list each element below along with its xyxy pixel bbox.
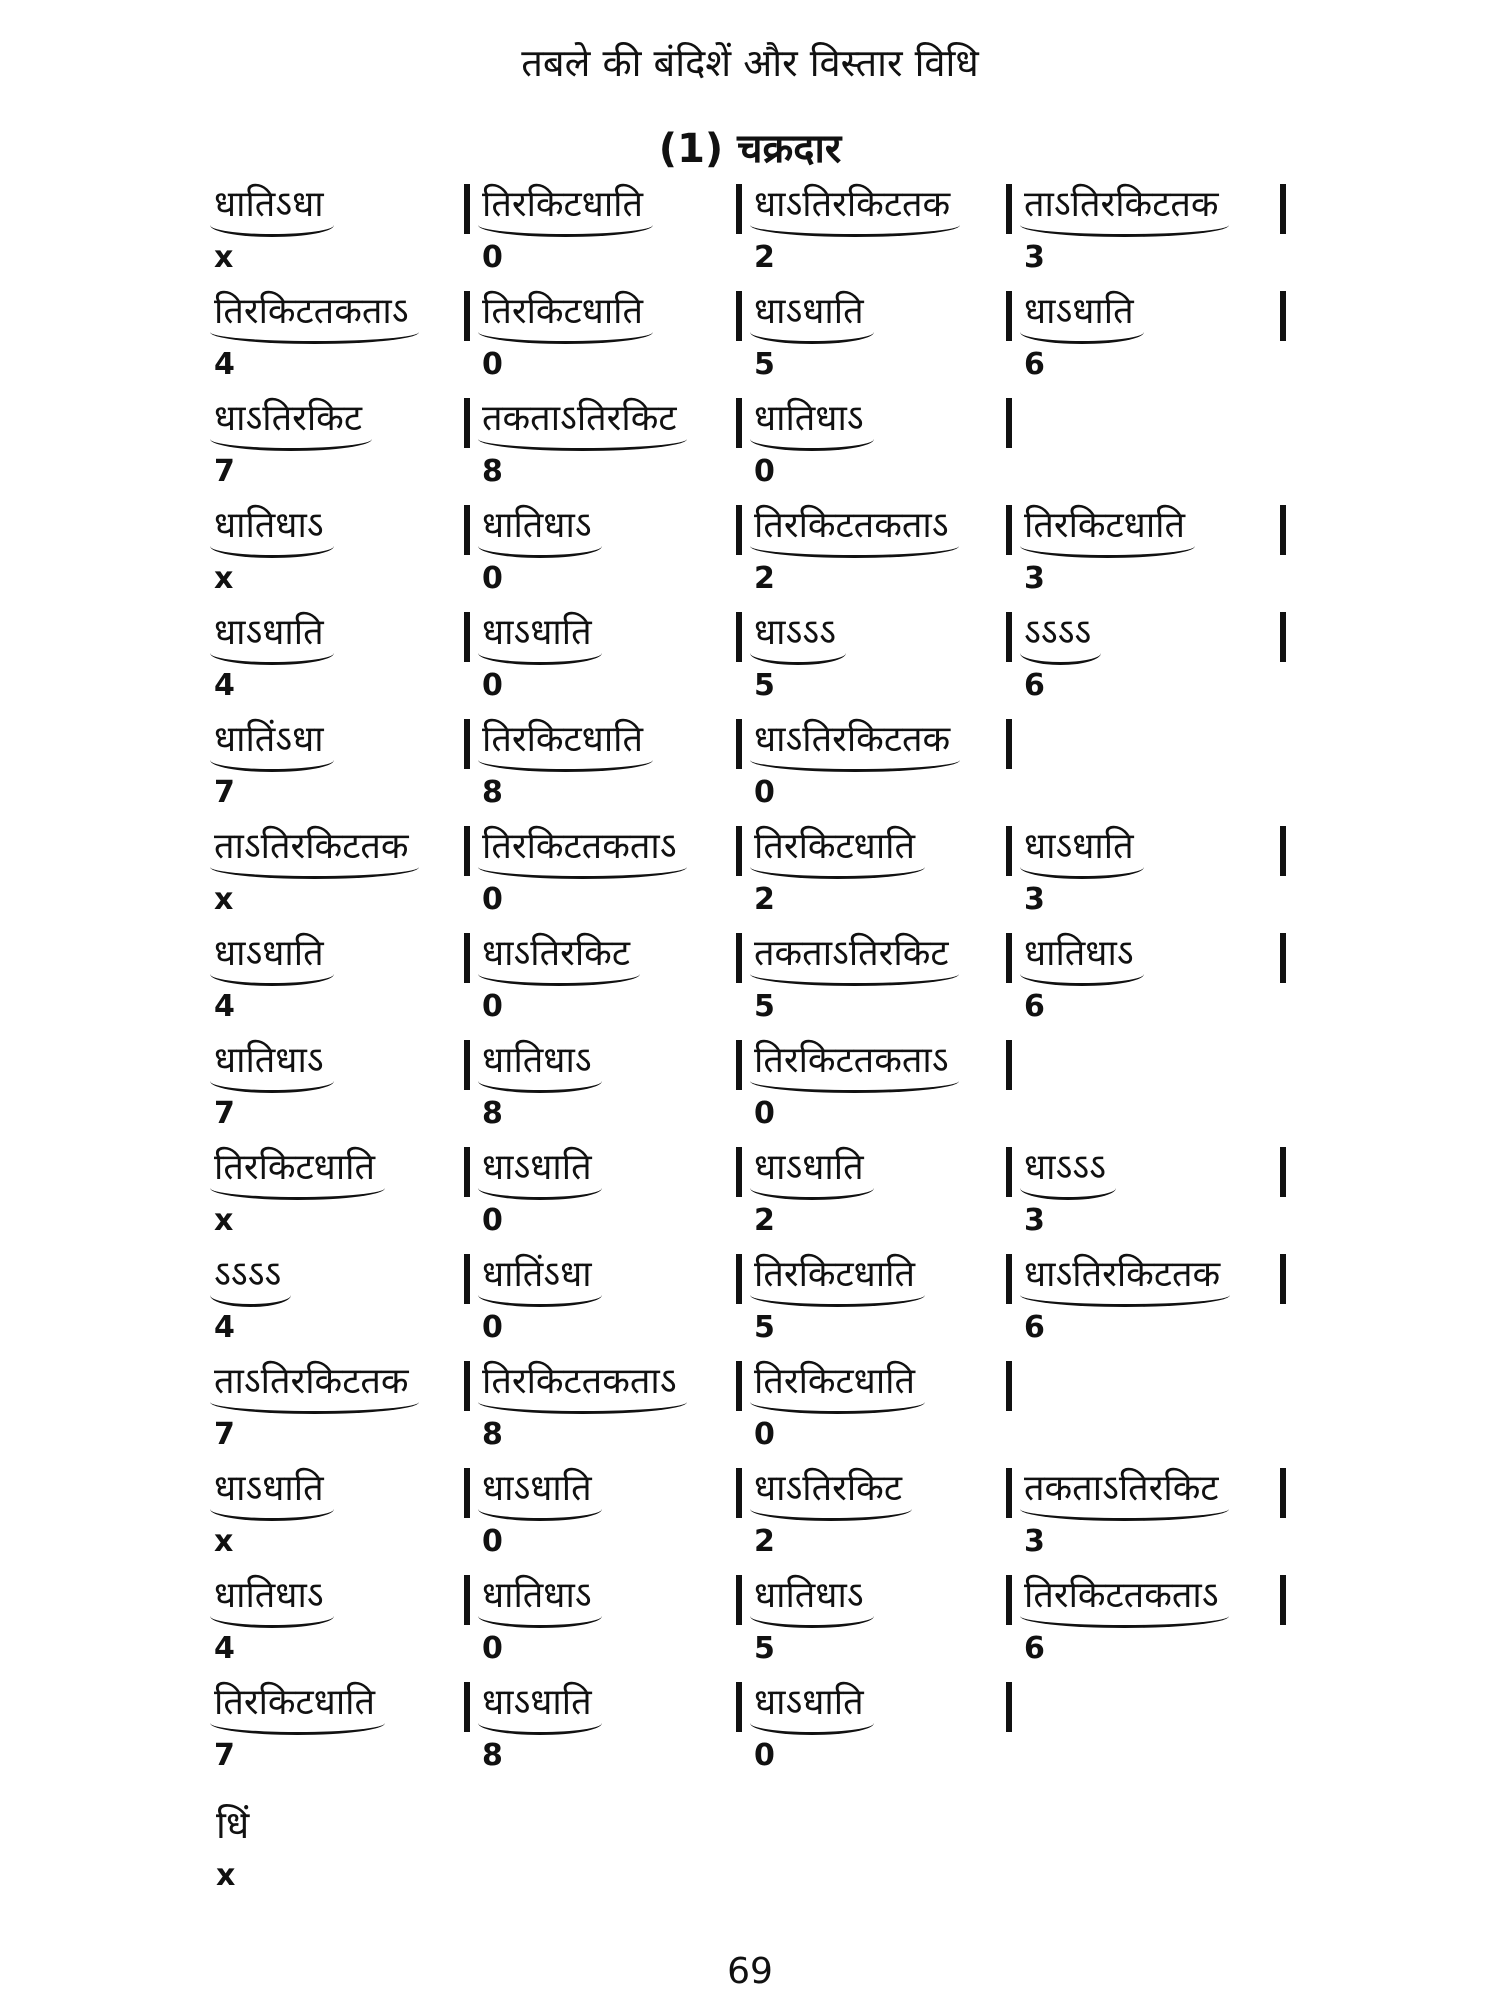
tala-mark: 0 [482, 1631, 503, 1666]
bol-text: धातिधाऽ [210, 1571, 334, 1628]
vibhag-cell [478, 501, 602, 601]
bol-text: ऽऽऽऽ [210, 1250, 291, 1307]
vibhag-cell [210, 1464, 334, 1564]
vibhag-cell [210, 1357, 419, 1457]
bol-text: धातिधाऽ [1020, 929, 1144, 986]
bol-text: धातिऽधा [210, 180, 334, 237]
tala-mark: 0 [754, 454, 775, 489]
bol-text: तिरकिटधाति [478, 715, 653, 772]
vibhag-cell [750, 1464, 912, 1564]
vibhag-divider [1006, 1147, 1012, 1197]
bol-text: तिरकिटतकताऽ [478, 822, 687, 879]
tala-mark: 5 [754, 1310, 775, 1345]
vibhag-cell [478, 715, 653, 815]
bol-text: तिरकिटधाति [750, 1357, 925, 1414]
tala-mark: 5 [754, 668, 775, 703]
vibhag-divider [464, 505, 470, 555]
vibhag-divider [736, 1468, 742, 1518]
tala-mark: 3 [1024, 1524, 1045, 1559]
tala-mark: 2 [754, 882, 775, 917]
tala-mark: 5 [754, 347, 775, 382]
tala-mark: 6 [1024, 1310, 1045, 1345]
bol-text: धाऽतिरकिट [478, 929, 640, 986]
vibhag-divider [1006, 1682, 1012, 1732]
bol-text: धातिधाऽ [210, 1036, 334, 1093]
vibhag-cell [210, 1036, 334, 1136]
vibhag-cell [478, 1036, 602, 1136]
tala-mark: 7 [214, 775, 235, 810]
vibhag-divider [464, 1361, 470, 1411]
tala-mark: 4 [214, 668, 235, 703]
vibhag-cell [478, 608, 602, 708]
vibhag-divider [1006, 1361, 1012, 1411]
vibhag-divider [736, 612, 742, 662]
vibhag-divider [736, 291, 742, 341]
bol-text: ताऽतिरकिटतक [1020, 180, 1229, 237]
bol-text: तिरकिटधाति [478, 287, 653, 344]
vibhag-cell [1020, 822, 1144, 922]
vibhag-divider [736, 1682, 742, 1732]
vibhag-divider [1006, 184, 1012, 234]
bol-text: ऽऽऽऽ [1020, 608, 1101, 665]
vibhag-divider [736, 1361, 742, 1411]
vibhag-cell [210, 715, 334, 815]
bol-text: तिरकिटधाति [750, 1250, 925, 1307]
vibhag-divider [1280, 612, 1286, 662]
bol-text: धातिधाऽ [210, 501, 334, 558]
bol-text: धाऽतिरकिट [750, 1464, 912, 1521]
bol-text: धाऽतिरकिट [210, 394, 372, 451]
bol-line [210, 822, 1300, 929]
vibhag-divider [464, 1468, 470, 1518]
vibhag-divider [1280, 1575, 1286, 1625]
bol-text: धाऽतिरकिटतक [750, 180, 960, 237]
tala-mark: 8 [482, 454, 503, 489]
vibhag-cell [750, 822, 925, 922]
vibhag-divider [1006, 1468, 1012, 1518]
tala-mark: 2 [754, 1524, 775, 1559]
tala-mark: 0 [482, 989, 503, 1024]
vibhag-cell [478, 1678, 602, 1778]
vibhag-cell [750, 180, 960, 280]
bol-text: तकताऽतिरकिट [1020, 1464, 1229, 1521]
bol-text: धातिधाऽ [478, 1036, 602, 1093]
vibhag-divider [464, 398, 470, 448]
bol-text: धाऽधाति [1020, 822, 1144, 879]
tala-mark: 4 [214, 989, 235, 1024]
tala-mark: 0 [754, 1738, 775, 1773]
vibhag-cell [210, 501, 334, 601]
tala-mark: 2 [754, 240, 775, 275]
vibhag-divider [736, 184, 742, 234]
vibhag-cell [750, 1250, 925, 1350]
vibhag-cell [1020, 501, 1195, 601]
bol-text: धातिंऽधा [478, 1250, 602, 1307]
tala-mark: x [214, 882, 234, 917]
tala-mark: 3 [1024, 240, 1045, 275]
bol-text: धाऽधाति [750, 1143, 874, 1200]
final-bol: धिं [216, 1803, 250, 1847]
bol-text: धाऽतिरकिटतक [1020, 1250, 1230, 1307]
tala-mark: 6 [1024, 668, 1045, 703]
vibhag-cell [750, 1571, 874, 1671]
bol-line [210, 929, 1300, 1036]
vibhag-cell [478, 1571, 602, 1671]
vibhag-divider [1280, 826, 1286, 876]
vibhag-cell [478, 180, 653, 280]
vibhag-cell [1020, 180, 1229, 280]
bol-text: धाऽऽऽ [1020, 1143, 1116, 1200]
tala-mark: 0 [754, 1096, 775, 1131]
vibhag-cell [478, 1250, 602, 1350]
bol-text: धाऽऽऽ [750, 608, 846, 665]
bol-line [210, 501, 1300, 608]
tala-mark: x [214, 561, 234, 596]
vibhag-divider [736, 1254, 742, 1304]
tala-mark: 2 [754, 1203, 775, 1238]
bol-line [210, 715, 1300, 822]
tala-mark: 5 [754, 1631, 775, 1666]
vibhag-cell [210, 1250, 291, 1350]
tala-mark: 6 [1024, 989, 1045, 1024]
bol-text: धाऽधाति [210, 929, 334, 986]
tala-mark: 0 [482, 347, 503, 382]
tala-mark: 6 [1024, 1631, 1045, 1666]
vibhag-divider [1006, 398, 1012, 448]
page-number: 69 [727, 1951, 773, 1992]
bol-line [210, 287, 1300, 394]
tala-mark: 6 [1024, 347, 1045, 382]
vibhag-divider [1006, 933, 1012, 983]
vibhag-cell [210, 180, 334, 280]
vibhag-divider [464, 1682, 470, 1732]
bol-text: तिरकिटधाति [750, 822, 925, 879]
bol-line [210, 394, 1300, 501]
vibhag-cell [210, 1678, 385, 1778]
bol-line [210, 1143, 1300, 1250]
tala-mark: 7 [214, 1417, 235, 1452]
tala-mark: 3 [1024, 561, 1045, 596]
bol-text: धाऽधाति [750, 1678, 874, 1735]
tala-mark: 4 [214, 1631, 235, 1666]
bol-text: तकताऽतिरकिट [750, 929, 959, 986]
vibhag-divider [1280, 505, 1286, 555]
vibhag-divider [736, 398, 742, 448]
vibhag-divider [736, 1147, 742, 1197]
tala-mark: x [214, 1203, 234, 1238]
tala-mark: x [214, 1524, 234, 1559]
tala-mark: 0 [754, 1417, 775, 1452]
vibhag-cell [1020, 1464, 1229, 1564]
tala-mark: 3 [1024, 882, 1045, 917]
vibhag-cell [210, 822, 419, 922]
bol-text: धाऽधाति [478, 608, 602, 665]
tala-mark: 5 [754, 989, 775, 1024]
vibhag-cell [478, 822, 687, 922]
vibhag-cell [750, 715, 960, 815]
vibhag-divider [736, 933, 742, 983]
bol-text: तिरकिटतकताऽ [750, 1036, 959, 1093]
vibhag-cell [750, 929, 959, 1029]
vibhag-cell [1020, 1250, 1230, 1350]
bol-line [210, 1464, 1300, 1571]
final-tala-mark: x [216, 1858, 236, 1893]
vibhag-cell [210, 1143, 385, 1243]
bandish-composition [210, 180, 1300, 1785]
vibhag-cell [750, 287, 874, 387]
vibhag-cell [750, 1036, 959, 1136]
bol-text: तिरकिटधाति [478, 180, 653, 237]
vibhag-divider [464, 291, 470, 341]
tala-mark: 7 [214, 1738, 235, 1773]
vibhag-divider [1006, 291, 1012, 341]
vibhag-divider [1280, 1254, 1286, 1304]
vibhag-divider [464, 1575, 470, 1625]
tala-mark: 8 [482, 1096, 503, 1131]
bol-text: धाऽधाति [478, 1143, 602, 1200]
vibhag-divider [1006, 1575, 1012, 1625]
bol-text: धातिंऽधा [210, 715, 334, 772]
vibhag-cell [750, 1143, 874, 1243]
vibhag-cell [210, 1571, 334, 1671]
bol-text: धाऽधाति [210, 1464, 334, 1521]
vibhag-divider [464, 612, 470, 662]
bol-line [210, 1036, 1300, 1143]
bol-line [210, 608, 1300, 715]
bol-text: धाऽधाति [210, 608, 334, 665]
tala-mark: 2 [754, 561, 775, 596]
tala-mark: 7 [214, 454, 235, 489]
tala-mark: 0 [482, 240, 503, 275]
bol-text: धाऽधाति [478, 1464, 602, 1521]
vibhag-divider [464, 1040, 470, 1090]
bol-line [210, 1678, 1300, 1785]
vibhag-divider [1280, 291, 1286, 341]
running-title: तबले की बंदिशें और विस्तार विधि [521, 41, 979, 85]
tala-mark: 0 [754, 775, 775, 810]
vibhag-cell [1020, 1143, 1116, 1243]
vibhag-divider [1006, 826, 1012, 876]
bol-text: धाऽधाति [478, 1678, 602, 1735]
vibhag-divider [1006, 1254, 1012, 1304]
bol-text: ताऽतिरकिटतक [210, 822, 419, 879]
vibhag-cell [478, 287, 653, 387]
vibhag-cell [478, 1143, 602, 1243]
tala-mark: 0 [482, 1310, 503, 1345]
vibhag-divider [1006, 1040, 1012, 1090]
tala-mark: 8 [482, 775, 503, 810]
bol-line [210, 1250, 1300, 1357]
vibhag-divider [464, 1147, 470, 1197]
vibhag-cell [750, 394, 874, 494]
tala-mark: 0 [482, 1524, 503, 1559]
vibhag-cell [210, 394, 372, 494]
vibhag-divider [1280, 933, 1286, 983]
tala-mark: 4 [214, 347, 235, 382]
bol-text: धातिधाऽ [478, 1571, 602, 1628]
vibhag-cell [210, 608, 334, 708]
vibhag-divider [1280, 1147, 1286, 1197]
vibhag-divider [464, 719, 470, 769]
vibhag-cell [1020, 608, 1101, 708]
vibhag-divider [736, 505, 742, 555]
bol-line [210, 1571, 1300, 1678]
bol-text: तिरकिटधाति [210, 1678, 385, 1735]
section-title: (1) चक्रदार [658, 126, 842, 172]
vibhag-divider [736, 719, 742, 769]
tala-mark: 8 [482, 1738, 503, 1773]
vibhag-divider [1280, 184, 1286, 234]
tala-mark: 8 [482, 1417, 503, 1452]
bol-text: तिरकिटधाति [1020, 501, 1195, 558]
tala-mark: x [214, 240, 234, 275]
tala-mark: 0 [482, 1203, 503, 1238]
vibhag-divider [1006, 505, 1012, 555]
vibhag-cell [750, 501, 959, 601]
bol-text: तिरकिटतकताऽ [750, 501, 959, 558]
bol-text: तिरकिटधाति [210, 1143, 385, 1200]
bol-text: धातिधाऽ [750, 394, 874, 451]
vibhag-cell [1020, 929, 1144, 1029]
vibhag-cell [478, 1357, 687, 1457]
vibhag-cell [210, 287, 419, 387]
bol-text: ताऽतिरकिटतक [210, 1357, 419, 1414]
vibhag-cell [478, 394, 687, 494]
bol-text: तिरकिटतकताऽ [478, 1357, 687, 1414]
tala-mark: 7 [214, 1096, 235, 1131]
vibhag-cell [1020, 287, 1144, 387]
vibhag-cell [478, 1464, 602, 1564]
tala-mark: 0 [482, 882, 503, 917]
tala-mark: 0 [482, 668, 503, 703]
vibhag-cell [478, 929, 640, 1029]
bol-text: धातिधाऽ [478, 501, 602, 558]
bol-text: तिरकिटतकताऽ [1020, 1571, 1229, 1628]
vibhag-divider [1006, 612, 1012, 662]
tala-mark: 0 [482, 561, 503, 596]
tala-mark: 3 [1024, 1203, 1045, 1238]
vibhag-divider [736, 1575, 742, 1625]
vibhag-divider [464, 184, 470, 234]
bol-text: तकताऽतिरकिट [478, 394, 687, 451]
bol-text: धाऽधाति [1020, 287, 1144, 344]
vibhag-divider [464, 933, 470, 983]
vibhag-cell [1020, 1571, 1229, 1671]
tala-mark: 4 [214, 1310, 235, 1345]
bol-line [210, 180, 1300, 287]
bol-text: धाऽतिरकिटतक [750, 715, 960, 772]
vibhag-divider [736, 826, 742, 876]
vibhag-divider [736, 1040, 742, 1090]
vibhag-cell [750, 1678, 874, 1778]
vibhag-divider [464, 1254, 470, 1304]
vibhag-divider [464, 826, 470, 876]
bol-text: धातिधाऽ [750, 1571, 874, 1628]
bol-text: धाऽधाति [750, 287, 874, 344]
bol-text: तिरकिटतकताऽ [210, 287, 419, 344]
vibhag-divider [1280, 1468, 1286, 1518]
bol-line [210, 1357, 1300, 1464]
vibhag-cell [750, 608, 846, 708]
vibhag-cell [750, 1357, 925, 1457]
vibhag-divider [1006, 719, 1012, 769]
vibhag-cell [210, 929, 334, 1029]
